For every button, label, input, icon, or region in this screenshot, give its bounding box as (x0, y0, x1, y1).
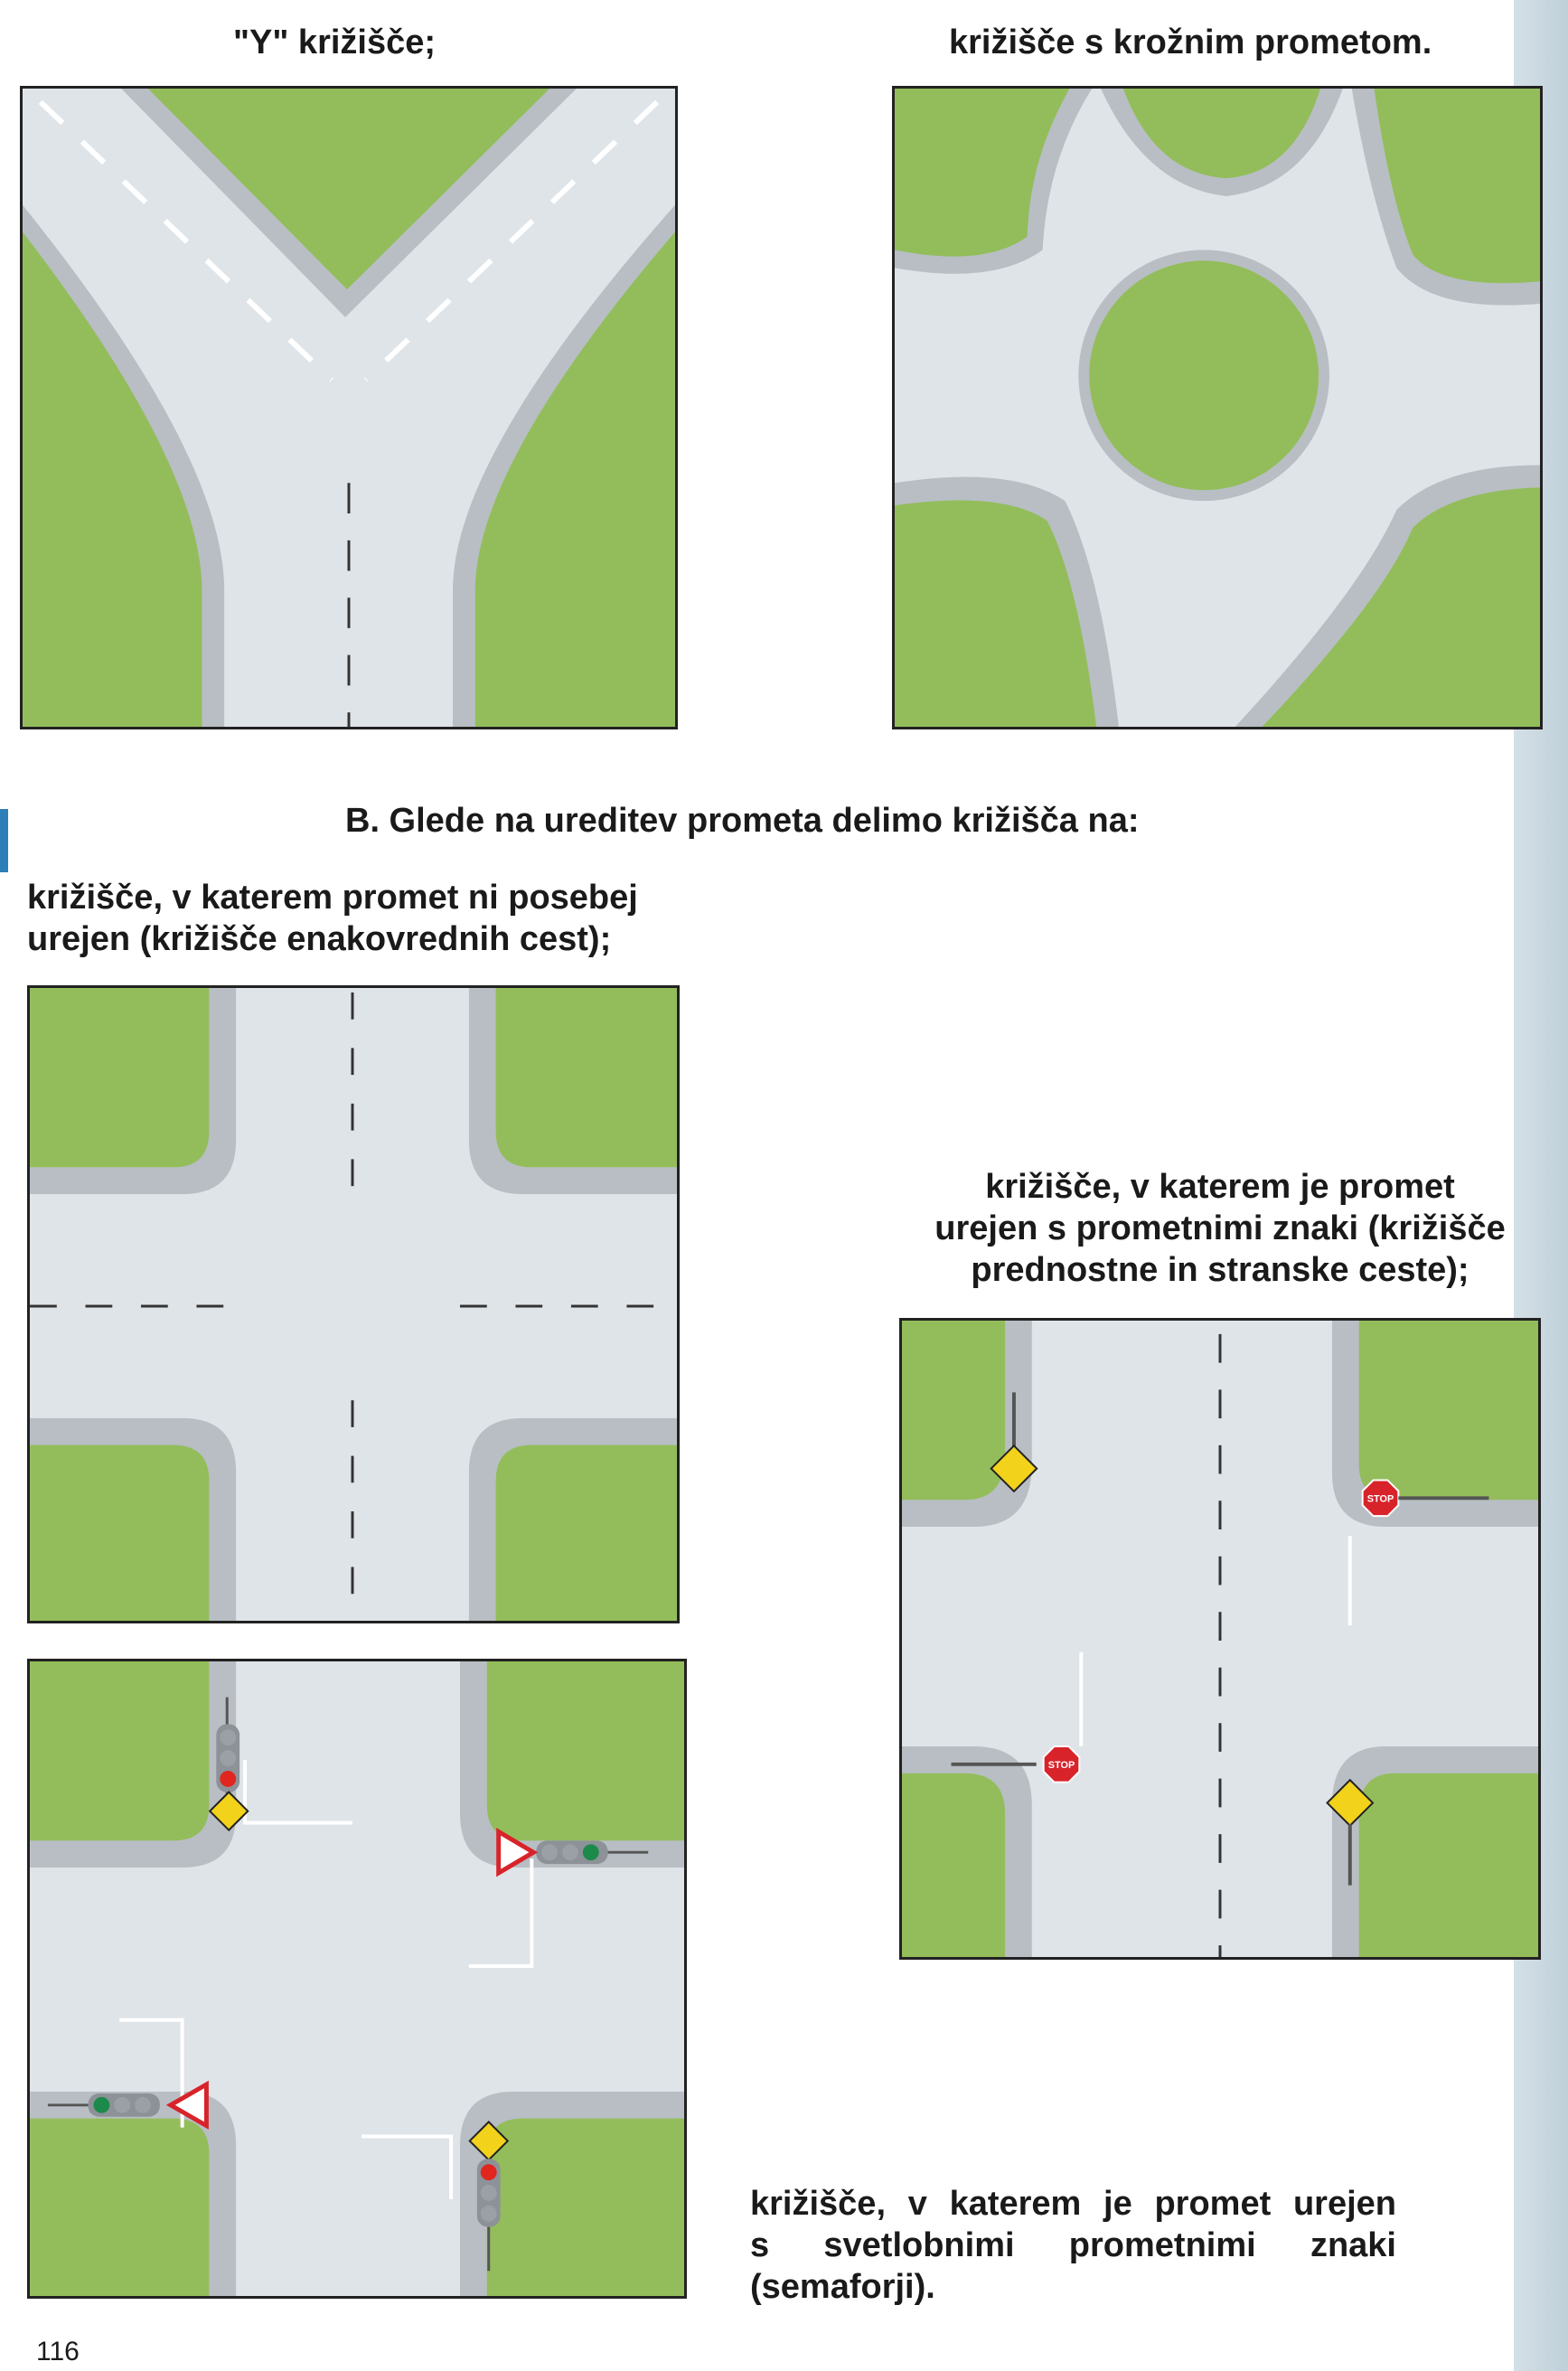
roundabout-svg (895, 89, 1540, 727)
diagram-traffic-lights (27, 1659, 687, 2299)
caption-signs-line1: križišče, v katerem je promet (985, 1168, 1455, 1206)
caption-signs-line2: urejen s prometnimi znaki (križišče (934, 1209, 1506, 1247)
diagram-roundabout (892, 86, 1543, 729)
caption-traffic-lights (750, 2183, 1396, 2308)
stop-sign-left-text: STOP (1047, 1759, 1075, 1771)
chapter-tab-marker (0, 809, 8, 872)
equal-roads-svg (30, 988, 677, 1621)
y-intersection-svg (23, 89, 675, 727)
stop-sign-right-text: STOP (1366, 1493, 1394, 1505)
page-number: 116 (36, 2337, 80, 2366)
section-heading: B. Glede na ureditev prometa delimo križišča na: (345, 802, 1140, 840)
caption-traffic-signs (895, 1166, 1545, 1291)
diagram-y-intersection (20, 86, 678, 729)
caption-signs-line3: prednostne in stranske ceste); (971, 1251, 1469, 1289)
caption-roundabout: križišče s krožnim prometom. (949, 24, 1432, 61)
caption-y-intersection: "Y" križišče; (233, 24, 437, 61)
caption-equal-roads (27, 877, 638, 960)
traffic-lights-svg (30, 1661, 684, 2296)
traffic-signs-svg (902, 1321, 1538, 1957)
caption-equal-roads-line1: križišče, v katerem promet ni posebej (27, 879, 638, 917)
caption-lights-line2: s svetlobnimi prometnimi znaki (750, 2226, 1396, 2264)
diagram-traffic-signs (899, 1318, 1541, 1960)
caption-lights-line1: križišče, v katerem je promet urejen (750, 2185, 1396, 2223)
diagram-equal-roads (27, 985, 680, 1623)
caption-equal-roads-line2: urejen (križišče enakovrednih cest); (27, 920, 612, 958)
caption-lights-line3: (semaforji). (750, 2268, 935, 2306)
